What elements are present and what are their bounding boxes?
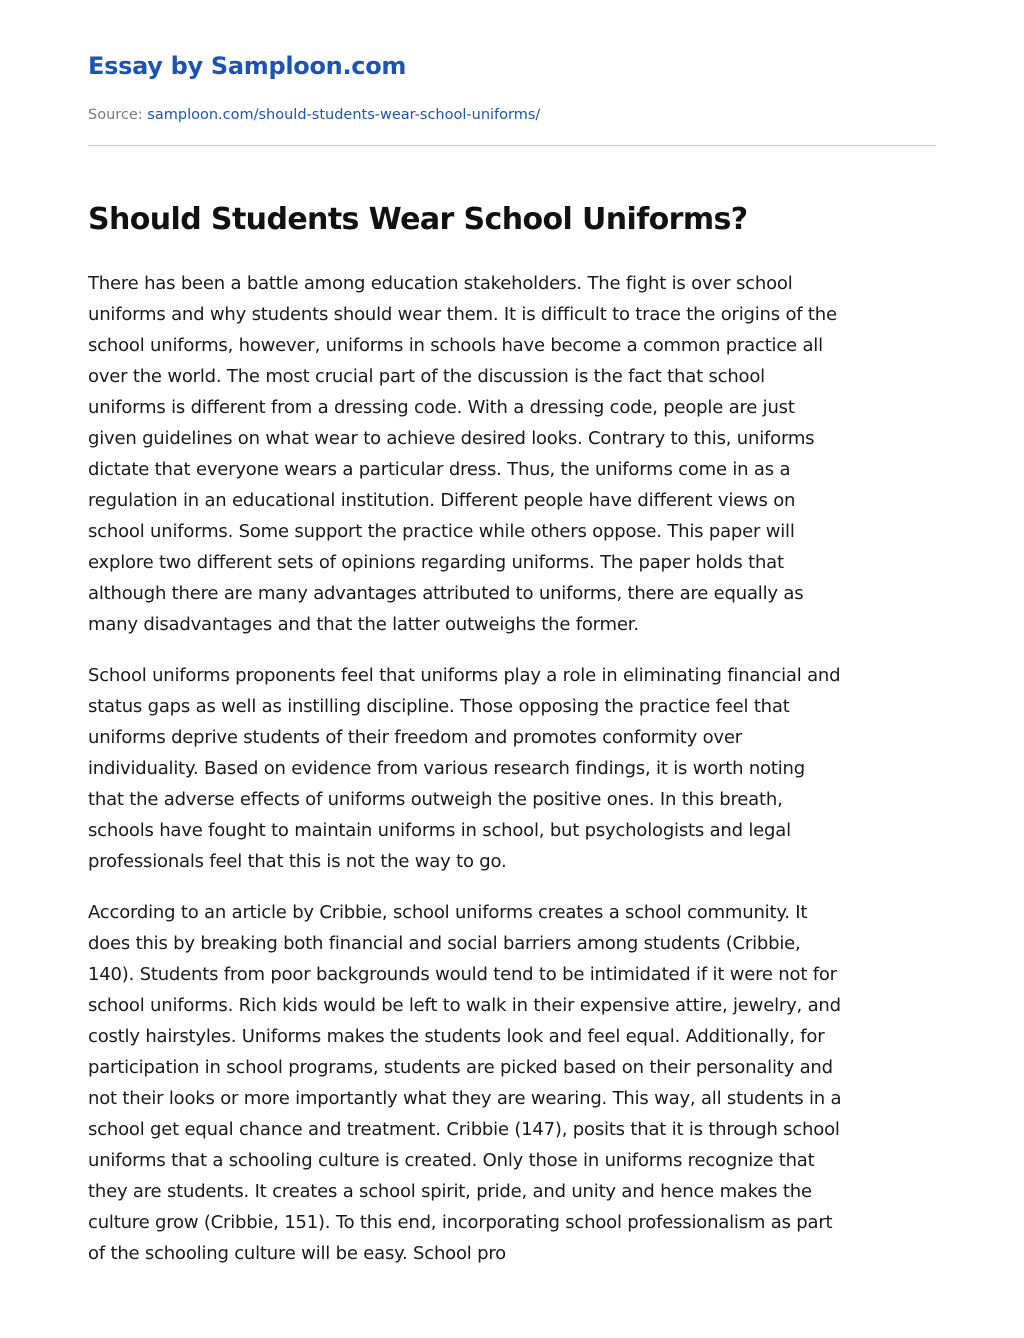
paragraph-line: many disadvantages and that the latter outweighs the former. [88, 614, 639, 635]
paragraph-line: uniforms and why students should wear them. It is difficult to trace the origins of the [88, 304, 837, 325]
paragraph-line: explore two different sets of opinions regarding uniforms. The paper holds that [88, 552, 784, 573]
essay-paragraph [88, 268, 936, 640]
paragraph-line: school uniforms, however, uniforms in schools have become a common practice all [88, 335, 823, 356]
paragraph-line: uniforms deprive students of their freedom and promotes conformity over [88, 727, 742, 748]
paragraph-line: 140). Students from poor backgrounds would tend to be intimidated if it were not for [88, 964, 837, 985]
paragraph-line: school uniforms. Rich kids would be left to walk in their expensive attire, jewelry, and [88, 995, 841, 1016]
paragraph-line: given guidelines on what wear to achieve desired looks. Contrary to this, uniforms [88, 428, 815, 449]
paragraph-line: of the schooling culture will be easy. School pro [88, 1243, 506, 1264]
paragraph-line: According to an article by Cribbie, school uniforms creates a school community. It [88, 902, 808, 923]
paragraph-line: There has been a battle among education stakeholders. The fight is over school [88, 273, 793, 294]
header-divider [88, 145, 936, 146]
paragraph-line: costly hairstyles. Uniforms makes the students look and feel equal. Additionally, for [88, 1026, 825, 1047]
paragraph-line: not their looks or more importantly what they are wearing. This way, all students in a [88, 1088, 842, 1109]
essay-body [88, 268, 936, 1289]
paragraph-line: school get equal chance and treatment. Cribbie (147), posits that it is through school [88, 1119, 840, 1140]
essay-paragraph [88, 897, 936, 1269]
paragraph-line: over the world. The most crucial part of the discussion is the fact that school [88, 366, 765, 387]
paragraph-line: uniforms is different from a dressing code. With a dressing code, people are just [88, 397, 795, 418]
source-link[interactable]: samploon.com/should-students-wear-school-uniforms/ [147, 107, 541, 123]
paragraph-line: status gaps as well as instilling discipline. Those opposing the practice feel that [88, 696, 790, 717]
paragraph-line: professionals feel that this is not the way to go. [88, 851, 507, 872]
paragraph-line: dictate that everyone wears a particular dress. Thus, the uniforms come in as a [88, 459, 791, 480]
site-brand[interactable]: Essay by Samploon.com [88, 52, 407, 80]
paragraph-line: that the adverse effects of uniforms outweigh the positive ones. In this breath, [88, 789, 783, 810]
paragraph-line: regulation in an educational institution. Different people have different views on [88, 490, 796, 511]
paragraph-line: although there are many advantages attributed to uniforms, there are equally as [88, 583, 804, 604]
paragraph-line: individuality. Based on evidence from various research findings, it is worth noting [88, 758, 805, 779]
essay-title: Should Students Wear School Uniforms? [88, 202, 748, 237]
paragraph-line: school uniforms. Some support the practice while others oppose. This paper will [88, 521, 795, 542]
source-line [88, 107, 540, 123]
paragraph-line: School uniforms proponents feel that uniforms play a role in eliminating financial and [88, 665, 841, 686]
source-label: Source: [88, 107, 143, 123]
paragraph-line: schools have fought to maintain uniforms in school, but psychologists and legal [88, 820, 791, 841]
paragraph-line: participation in school programs, students are picked based on their personality and [88, 1057, 833, 1078]
paragraph-line: does this by breaking both financial and social barriers among students (Cribbie, [88, 933, 801, 954]
paragraph-line: they are students. It creates a school spirit, pride, and unity and hence makes the [88, 1181, 812, 1202]
paragraph-line: culture grow (Cribbie, 151). To this end, incorporating school professionalism as part [88, 1212, 833, 1233]
essay-paragraph [88, 660, 936, 877]
paragraph-line: uniforms that a schooling culture is created. Only those in uniforms recognize that [88, 1150, 815, 1171]
